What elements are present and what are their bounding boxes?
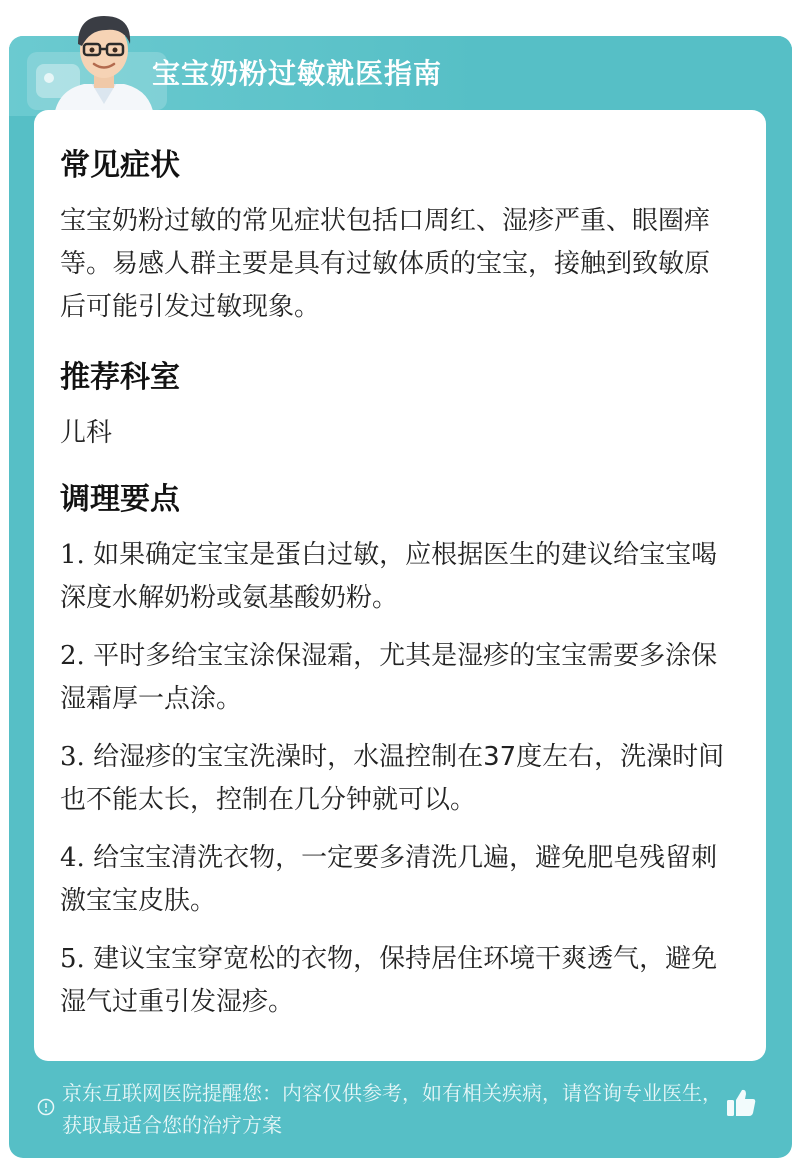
section-heading-care: 调理要点 <box>60 482 180 517</box>
department-text: 儿科 <box>60 418 113 448</box>
section-heading-department: 推荐科室 <box>60 360 180 395</box>
care-item-number: 2. <box>60 641 85 671</box>
care-item-number: 3. <box>60 742 85 772</box>
care-item-text: 平时多给宝宝涂保湿霜，尤其是湿疹的宝宝需要多涂保湿霜厚一点涂。 <box>60 641 718 714</box>
care-item-5 <box>60 938 730 1024</box>
care-item-number: 5. <box>60 944 85 974</box>
footer-disclaimer: 京东互联网医院提醒您：内容仅供参考，如有相关疾病，请咨询专业医生，获取最适合您的治疗方案 <box>62 1081 722 1137</box>
symptoms-text: 宝宝奶粉过敏的常见症状包括口周红、湿疹严重、眼圈痒等。易感人群主要是具有过敏体质的宝宝，接触到致敏原后可能引发过敏现象。 <box>60 206 711 322</box>
care-item-number: 1. <box>60 540 85 570</box>
care-item-number: 4. <box>60 843 85 873</box>
care-item-text: 给湿疹的宝宝洗澡时，水温控制在37度左右，洗澡时间也不能太长，控制在几分钟就可以。 <box>60 742 725 815</box>
thumbs-up-icon[interactable] <box>724 1086 758 1120</box>
care-item-1 <box>60 534 730 620</box>
care-item-text: 建议宝宝穿宽松的衣物，保持居住环境干爽透气，避免湿气过重引发湿疹。 <box>60 944 718 1017</box>
care-item-text: 如果确定宝宝是蛋白过敏，应根据医生的建议给宝宝喝深度水解奶粉或氨基酸奶粉。 <box>60 540 718 613</box>
section-heading-symptoms: 常见症状 <box>60 148 180 183</box>
info-circle-icon <box>37 1098 55 1116</box>
doctor-avatar <box>44 4 164 116</box>
care-item-4 <box>60 837 730 923</box>
care-item-3 <box>60 736 730 822</box>
care-item-2 <box>60 635 730 721</box>
care-item-text: 给宝宝清洗衣物，一定要多清洗几遍，避免肥皂残留刺激宝宝皮肤。 <box>60 843 718 916</box>
page-title: 宝宝奶粉过敏就医指南 <box>152 57 443 90</box>
